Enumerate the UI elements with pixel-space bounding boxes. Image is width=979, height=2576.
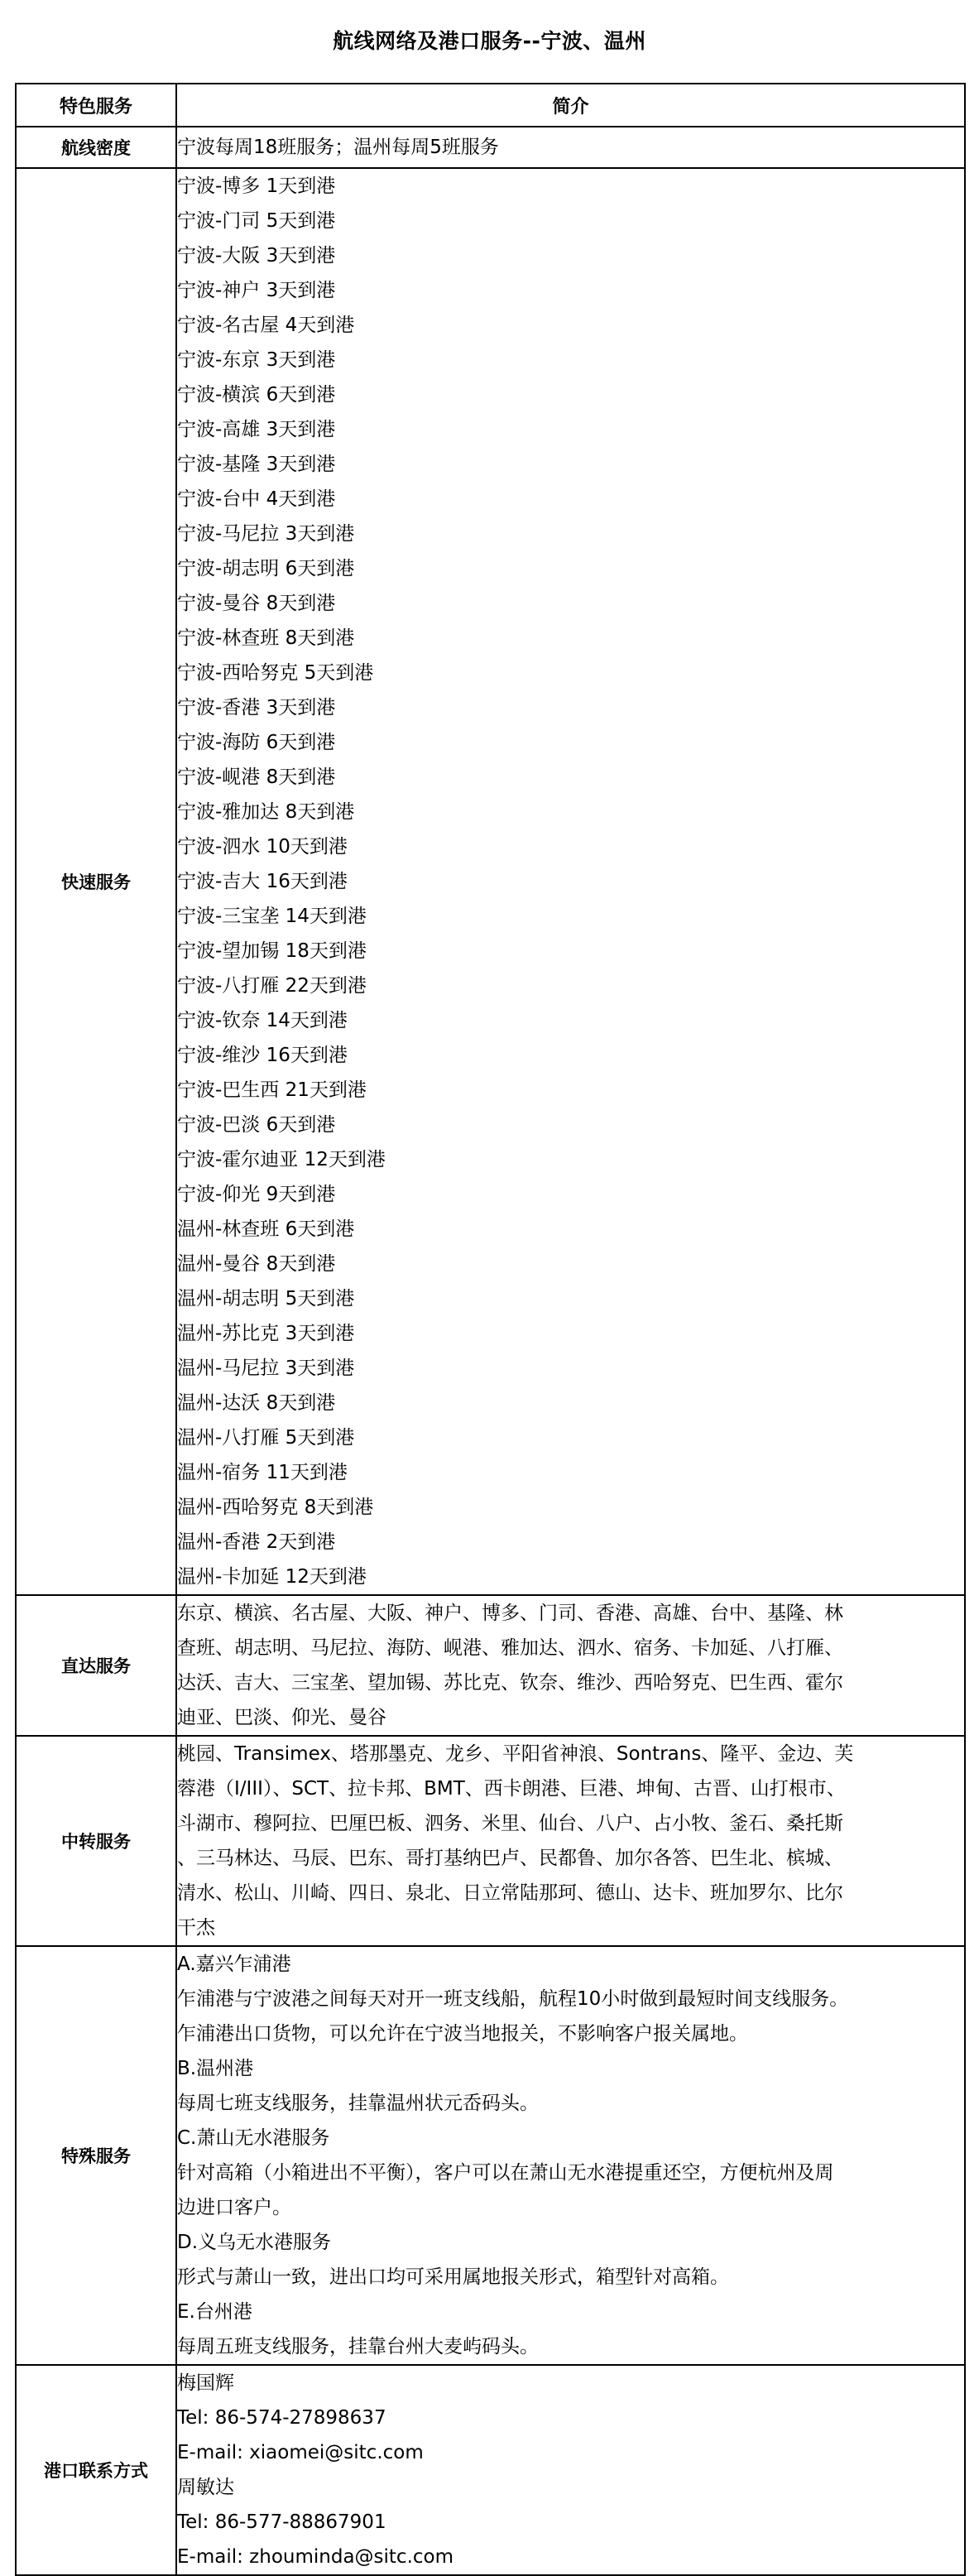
express-route: 宁波-马尼拉 3天到港 bbox=[177, 523, 355, 545]
special-service-detail: 边进口客户。 bbox=[177, 2197, 291, 2218]
express-route: 温州-胡志明 5天到港 bbox=[177, 1288, 355, 1310]
header-description: 简介 bbox=[176, 84, 965, 127]
express-route: 宁波-仰光 9天到港 bbox=[177, 1184, 336, 1205]
direct-ports-line: 查班、胡志明、马尼拉、海防、岘港、雅加达、泗水、宿务、卡加延、八打雁、 bbox=[177, 1637, 843, 1659]
express-route: 宁波-吉大 16天到港 bbox=[177, 871, 348, 892]
express-route: 宁波-香港 3天到港 bbox=[177, 697, 336, 718]
transit-ports-line: 桃园、Transimex、塔那墨克、龙乡、平阳省神浪、Sontrans、隆平、金边、芙 bbox=[177, 1743, 854, 1765]
table-header-row bbox=[16, 84, 965, 127]
express-route: 温州-曼谷 8天到港 bbox=[177, 1253, 336, 1275]
express-route: 宁波-东京 3天到港 bbox=[177, 349, 336, 371]
services-table bbox=[15, 83, 966, 2576]
express-route: 宁波-曼谷 8天到港 bbox=[177, 593, 336, 614]
contact-phone: Tel: 86-574-27898637 bbox=[177, 2407, 386, 2429]
express-route: 温州-卡加延 12天到港 bbox=[177, 1566, 367, 1588]
route-density-text: 宁波每周18班服务；温州每周5班服务 bbox=[176, 127, 965, 168]
express-route: 宁波-望加锡 18天到港 bbox=[177, 940, 367, 962]
express-route: 宁波-大阪 3天到港 bbox=[177, 245, 336, 267]
table-row-express-service bbox=[16, 168, 965, 1595]
express-route: 宁波-海防 6天到港 bbox=[177, 732, 336, 753]
express-route-list bbox=[176, 168, 965, 1595]
express-route: 宁波-岘港 8天到港 bbox=[177, 767, 336, 788]
express-route: 宁波-八打雁 22天到港 bbox=[177, 975, 367, 997]
transit-ports-line: 干杰 bbox=[177, 1917, 215, 1939]
express-route: 宁波-西哈努克 5天到港 bbox=[177, 662, 374, 684]
express-route: 宁波-基隆 3天到港 bbox=[177, 454, 336, 475]
express-route: 宁波-横滨 6天到港 bbox=[177, 384, 336, 406]
special-service-heading: D.义乌无水港服务 bbox=[177, 2232, 332, 2253]
special-service-detail: 每周五班支线服务，挂靠台州大麦屿码头。 bbox=[177, 2336, 539, 2357]
row-label-port-contact: 港口联系方式 bbox=[16, 2365, 176, 2575]
express-route: 温州-八打雁 5天到港 bbox=[177, 1427, 355, 1449]
express-route: 温州-西哈努克 8天到港 bbox=[177, 1497, 374, 1518]
table-row-transit-service bbox=[16, 1736, 965, 1946]
express-route: 宁波-维沙 16天到港 bbox=[177, 1045, 348, 1066]
contact-name: 梅国辉 bbox=[177, 2372, 234, 2394]
transit-ports-line: 蓉港（I/III）、SCT、拉卡邦、BMT、西卡朗港、巨港、坤甸、古晋、山打根市、 bbox=[177, 1778, 846, 1800]
express-route: 宁波-胡志明 6天到港 bbox=[177, 558, 355, 579]
transit-ports-line: 斗湖市、穆阿拉、巴厘巴板、泗务、米里、仙台、八户、占小牧、釜石、桑托斯 bbox=[177, 1813, 843, 1834]
contact-phone: Tel: 86-577-88867901 bbox=[177, 2511, 386, 2533]
express-route: 宁波-钦奈 14天到港 bbox=[177, 1010, 348, 1031]
transit-ports-line: 清水、松山、川崎、四日、泉北、日立常陆那珂、德山、达卡、班加罗尔、比尔 bbox=[177, 1882, 843, 1904]
express-route: 温州-香港 2天到港 bbox=[177, 1531, 336, 1553]
special-service-detail: 乍浦港出口货物，可以允许在宁波当地报关，不影响客户报关属地。 bbox=[177, 2023, 748, 2045]
express-route: 宁波-三宝垄 14天到港 bbox=[177, 906, 367, 927]
express-route: 温州-宿务 11天到港 bbox=[177, 1462, 348, 1483]
special-service-heading: B.温州港 bbox=[177, 2058, 254, 2079]
express-route: 宁波-泗水 10天到港 bbox=[177, 836, 348, 858]
table-row-direct-service bbox=[16, 1595, 965, 1736]
express-route: 温州-林查班 6天到港 bbox=[177, 1218, 355, 1240]
express-route: 温州-达沃 8天到港 bbox=[177, 1392, 336, 1414]
express-route: 宁波-林查班 8天到港 bbox=[177, 627, 355, 649]
table-row-special-service bbox=[16, 1946, 965, 2365]
express-route: 宁波-高雄 3天到港 bbox=[177, 419, 336, 440]
direct-ports-line: 达沃、吉大、三宝垄、望加锡、苏比克、钦奈、维沙、西哈努克、巴生西、霍尔 bbox=[177, 1672, 843, 1694]
express-route: 温州-马尼拉 3天到港 bbox=[177, 1358, 355, 1379]
special-service-detail: 针对高箱（小箱进出不平衡），客户可以在萧山无水港提重还空，方便杭州及周 bbox=[177, 2162, 834, 2184]
express-route: 温州-苏比克 3天到港 bbox=[177, 1323, 355, 1344]
direct-ports-text bbox=[176, 1595, 965, 1736]
express-route: 宁波-雅加达 8天到港 bbox=[177, 801, 355, 823]
contact-info bbox=[176, 2365, 965, 2575]
row-label-special-service: 特殊服务 bbox=[16, 1946, 176, 2365]
contact-email: E-mail: xiaomei@sitc.com bbox=[177, 2442, 424, 2463]
row-label-transit-service: 中转服务 bbox=[16, 1736, 176, 1946]
special-service-detail: 形式与萧山一致，进出口均可采用属地报关形式，箱型针对高箱。 bbox=[177, 2266, 729, 2288]
special-service-heading: A.嘉兴乍浦港 bbox=[177, 1954, 291, 1975]
row-label-direct-service: 直达服务 bbox=[16, 1595, 176, 1736]
transit-ports-text bbox=[176, 1736, 965, 1946]
page-title: 航线网络及港口服务--宁波、温州 bbox=[333, 29, 646, 53]
table-row-route-density bbox=[16, 127, 965, 168]
special-service-heading: C.萧山无水港服务 bbox=[177, 2127, 330, 2149]
table-row-port-contact bbox=[16, 2365, 965, 2575]
express-route: 宁波-台中 4天到港 bbox=[177, 488, 336, 510]
express-route: 宁波-博多 1天到港 bbox=[177, 175, 336, 197]
direct-ports-line: 东京、横滨、名古屋、大阪、神户、博多、门司、香港、高雄、台中、基隆、林 bbox=[177, 1603, 843, 1624]
contact-name: 周敏达 bbox=[177, 2477, 234, 2498]
express-route: 宁波-霍尔迪亚 12天到港 bbox=[177, 1149, 386, 1170]
express-route: 宁波-名古屋 4天到港 bbox=[177, 315, 355, 336]
header-feature-service: 特色服务 bbox=[16, 84, 176, 127]
special-service-heading: E.台州港 bbox=[177, 2301, 252, 2323]
row-label-express-service: 快速服务 bbox=[16, 168, 176, 1595]
special-service-text bbox=[176, 1946, 965, 2365]
express-route: 宁波-门司 5天到港 bbox=[177, 210, 336, 232]
special-service-detail: 每周七班支线服务，挂靠温州状元岙码头。 bbox=[177, 2093, 539, 2114]
direct-ports-line: 迪亚、巴淡、仰光、曼谷 bbox=[177, 1707, 386, 1728]
express-route: 宁波-巴淡 6天到港 bbox=[177, 1114, 336, 1136]
express-route: 宁波-神户 3天到港 bbox=[177, 280, 336, 301]
transit-ports-line: 、三马林达、马辰、巴东、哥打基纳巴卢、民都鲁、加尔各答、巴生北、槟城、 bbox=[177, 1848, 843, 1869]
row-label-route-density: 航线密度 bbox=[16, 127, 176, 168]
express-route: 宁波-巴生西 21天到港 bbox=[177, 1079, 367, 1101]
special-service-detail: 乍浦港与宁波港之间每天对开一班支线船，航程10小时做到最短时间支线服务。 bbox=[177, 1988, 849, 2010]
contact-email: E-mail: zhouminda@sitc.com bbox=[177, 2546, 454, 2568]
